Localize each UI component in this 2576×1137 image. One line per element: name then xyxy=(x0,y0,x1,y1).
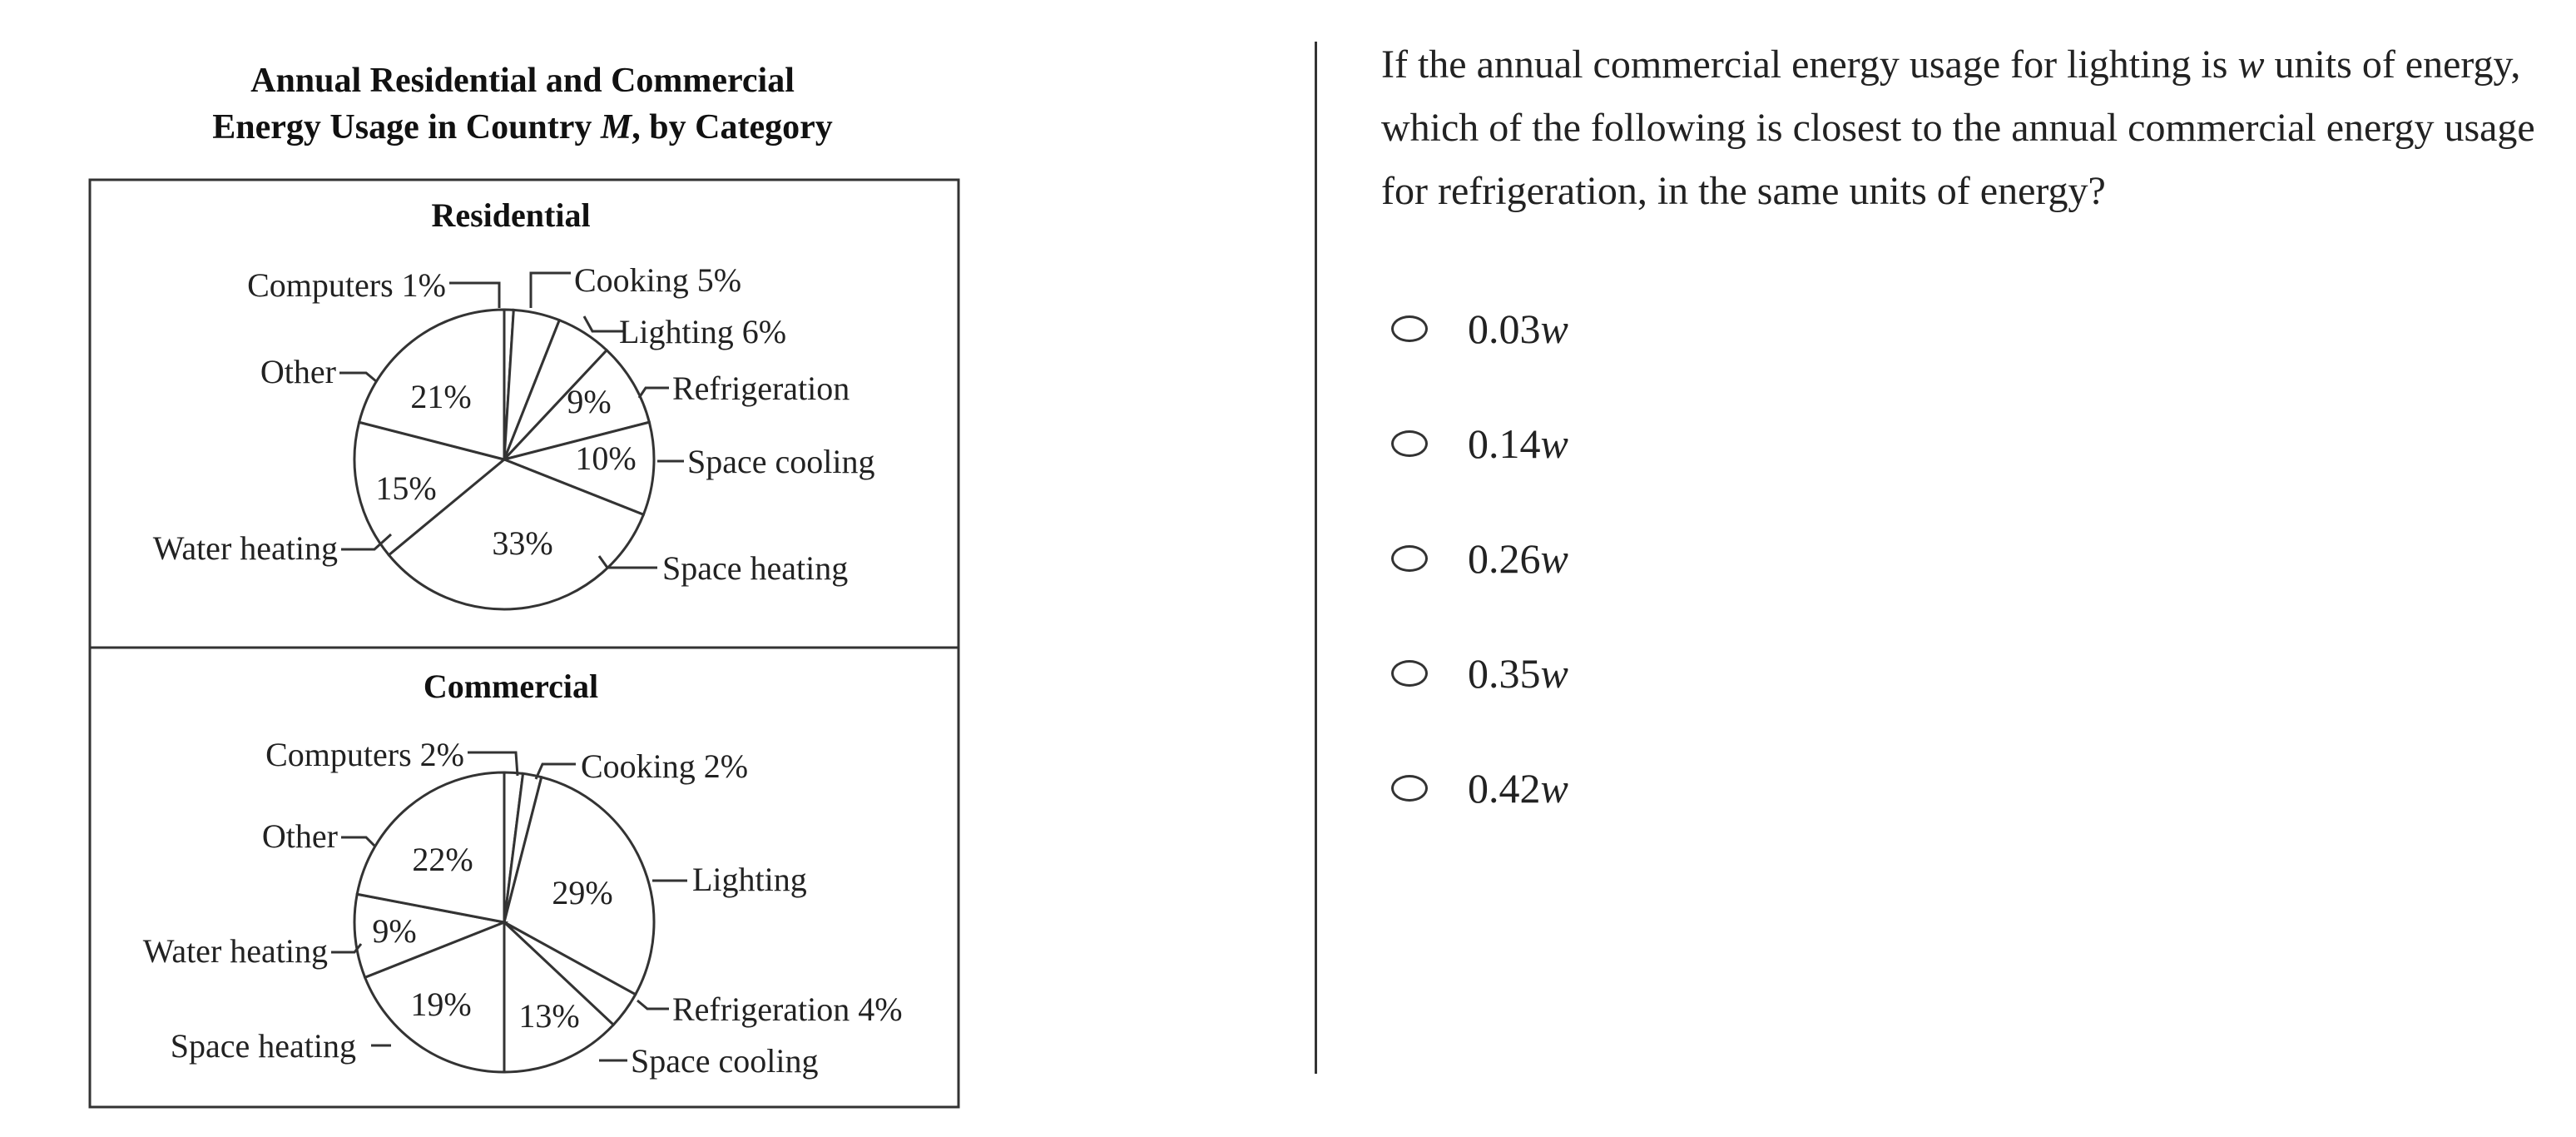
radio-button[interactable] xyxy=(1391,660,1428,687)
res-pct-space-cooling: 10% xyxy=(575,439,637,477)
com-pct-other: 22% xyxy=(412,841,473,878)
com-label-space-heating: Space heating xyxy=(170,1027,356,1065)
res-pct-water-heating: 15% xyxy=(375,469,437,507)
leader-line xyxy=(637,1000,669,1009)
res-pct-refrigeration: 9% xyxy=(567,383,612,420)
leader-line xyxy=(339,373,376,381)
choice-label: 0.14w xyxy=(1468,420,1568,467)
choice-b[interactable] xyxy=(1381,386,2546,501)
choice-d[interactable] xyxy=(1381,616,2546,731)
com-label-refrigeration: Refrigeration 4% xyxy=(672,991,903,1028)
res-label-space-heating: Space heating xyxy=(662,549,849,587)
leader-line xyxy=(341,837,374,846)
res-label-space-cooling: Space cooling xyxy=(687,443,875,480)
choice-label: 0.03w xyxy=(1468,305,1568,352)
radio-button[interactable] xyxy=(1391,430,1428,457)
res-label-cooking: Cooking 5% xyxy=(574,261,742,299)
com-label-computers: Computers 2% xyxy=(265,736,464,773)
com-label-water-heating: Water heating xyxy=(142,932,328,970)
com-pct-lighting: 29% xyxy=(552,874,613,911)
com-pct-space-cooling: 13% xyxy=(518,997,580,1035)
choice-label: 0.35w xyxy=(1468,650,1568,697)
choice-label: 0.42w xyxy=(1468,765,1568,812)
choice-c[interactable] xyxy=(1381,501,2546,616)
com-pct-space-heating: 19% xyxy=(410,986,472,1023)
com-label-lighting: Lighting xyxy=(692,861,807,898)
com-label-other: Other xyxy=(261,817,338,855)
question-text: If the annual commercial energy usage for lighting is w units of energy, which of the following is closest to the annual commercial energy usage for refrigeration, in the same units of energy? xyxy=(1381,42,2535,213)
res-pct-other: 21% xyxy=(410,378,472,415)
res-pct-space-heating: 33% xyxy=(492,524,553,562)
question-variable: w xyxy=(2237,42,2265,87)
res-label-other: Other xyxy=(260,353,336,390)
choice-label: 0.26w xyxy=(1468,535,1568,582)
figure-title-line2: Energy Usage in Country M, by Category xyxy=(212,108,833,146)
leader-line xyxy=(531,273,571,308)
com-label-space-cooling: Space cooling xyxy=(631,1042,819,1080)
question-panel xyxy=(1381,33,2546,846)
res-label-lighting: Lighting 6% xyxy=(619,313,787,350)
res-label-computers: Computers 1% xyxy=(247,266,446,304)
divider xyxy=(1315,42,1317,1074)
com-pct-water-heating: 9% xyxy=(372,912,417,950)
choice-e[interactable] xyxy=(1381,731,2546,846)
radio-button[interactable] xyxy=(1391,775,1428,802)
radio-button[interactable] xyxy=(1391,315,1428,342)
radio-button[interactable] xyxy=(1391,545,1428,572)
leader-line xyxy=(639,388,669,398)
res-label-water-heating: Water heating xyxy=(152,529,338,567)
figure-title-line1: Annual Residential and Commercial xyxy=(250,62,795,100)
com-label-cooking: Cooking 2% xyxy=(581,747,749,785)
res-label-refrigeration: Refrigeration xyxy=(672,370,850,407)
commercial-title: Commercial xyxy=(423,668,599,705)
answer-choices xyxy=(1381,271,2546,846)
residential-title: Residential xyxy=(431,196,591,234)
choice-a[interactable] xyxy=(1381,271,2546,386)
leader-line xyxy=(449,283,499,308)
